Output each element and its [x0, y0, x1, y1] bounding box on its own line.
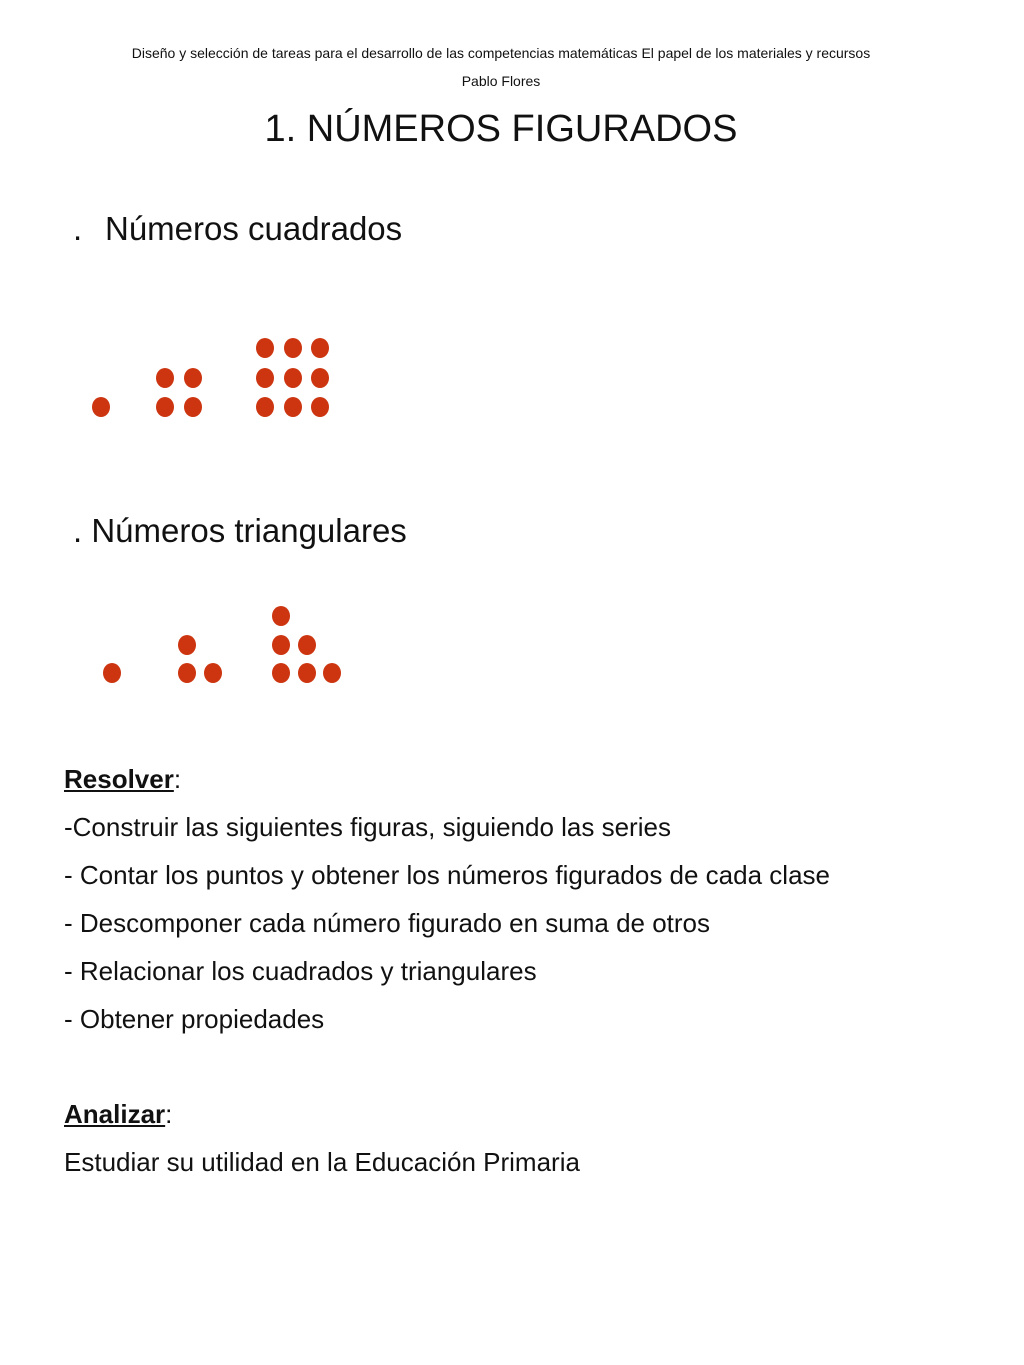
figure-dot — [311, 368, 329, 388]
analizar-heading-line — [64, 1099, 172, 1130]
analizar-text: Estudiar su utilidad en la Educación Primaria — [64, 1147, 580, 1177]
section-square-numbers-heading — [73, 210, 402, 248]
figure-dot — [184, 368, 202, 388]
page-title: 1. NÚMEROS FIGURADOS — [264, 108, 738, 150]
figure-dot — [256, 338, 274, 358]
analizar-colon: : — [165, 1099, 173, 1129]
resolver-item: -Construir las siguientes figuras, siguiendo las series — [64, 812, 671, 842]
figure-dot — [256, 368, 274, 388]
resolver-heading: Resolver — [64, 764, 174, 794]
figure-dot — [298, 635, 316, 655]
section-square-label: Números cuadrados — [105, 210, 403, 247]
figure-dot — [272, 635, 290, 655]
figure-dot — [103, 663, 121, 683]
document-header-author: Pablo Flores — [461, 73, 541, 89]
resolver-item: - Contar los puntos y obtener los números figurados de cada clase — [64, 860, 830, 890]
figure-dot — [272, 606, 290, 626]
figure-dot — [284, 338, 302, 358]
figure-dot — [156, 397, 174, 417]
figure-dot — [204, 663, 222, 683]
figure-dot — [298, 663, 316, 683]
figure-dot — [256, 397, 274, 417]
figure-dot — [184, 397, 202, 417]
figure-dot — [156, 368, 174, 388]
resolver-item: - Obtener propiedades — [64, 1004, 325, 1034]
resolver-heading-line — [64, 764, 181, 795]
figure-dot — [311, 397, 329, 417]
figure-dot — [92, 397, 110, 417]
section-triangular-numbers-heading: . Números triangulares — [73, 512, 407, 549]
section-bullet: . — [73, 210, 83, 247]
figure-dot — [284, 397, 302, 417]
figure-dot — [178, 663, 196, 683]
resolver-item: - Descomponer cada número figurado en suma de otros — [64, 908, 711, 938]
resolver-colon: : — [173, 764, 182, 794]
figure-dot — [311, 338, 329, 358]
figure-dot — [272, 663, 290, 683]
figure-dot — [323, 663, 341, 683]
document-header-title: Diseño y selección de tareas para el desarrollo de las competencias matemáticas El papel de los materiales y recursos — [131, 45, 871, 61]
figure-dot — [178, 635, 196, 655]
resolver-item: - Relacionar los cuadrados y triangulares — [64, 956, 537, 986]
figure-dot — [284, 368, 302, 388]
analizar-heading: Analizar — [64, 1099, 166, 1129]
